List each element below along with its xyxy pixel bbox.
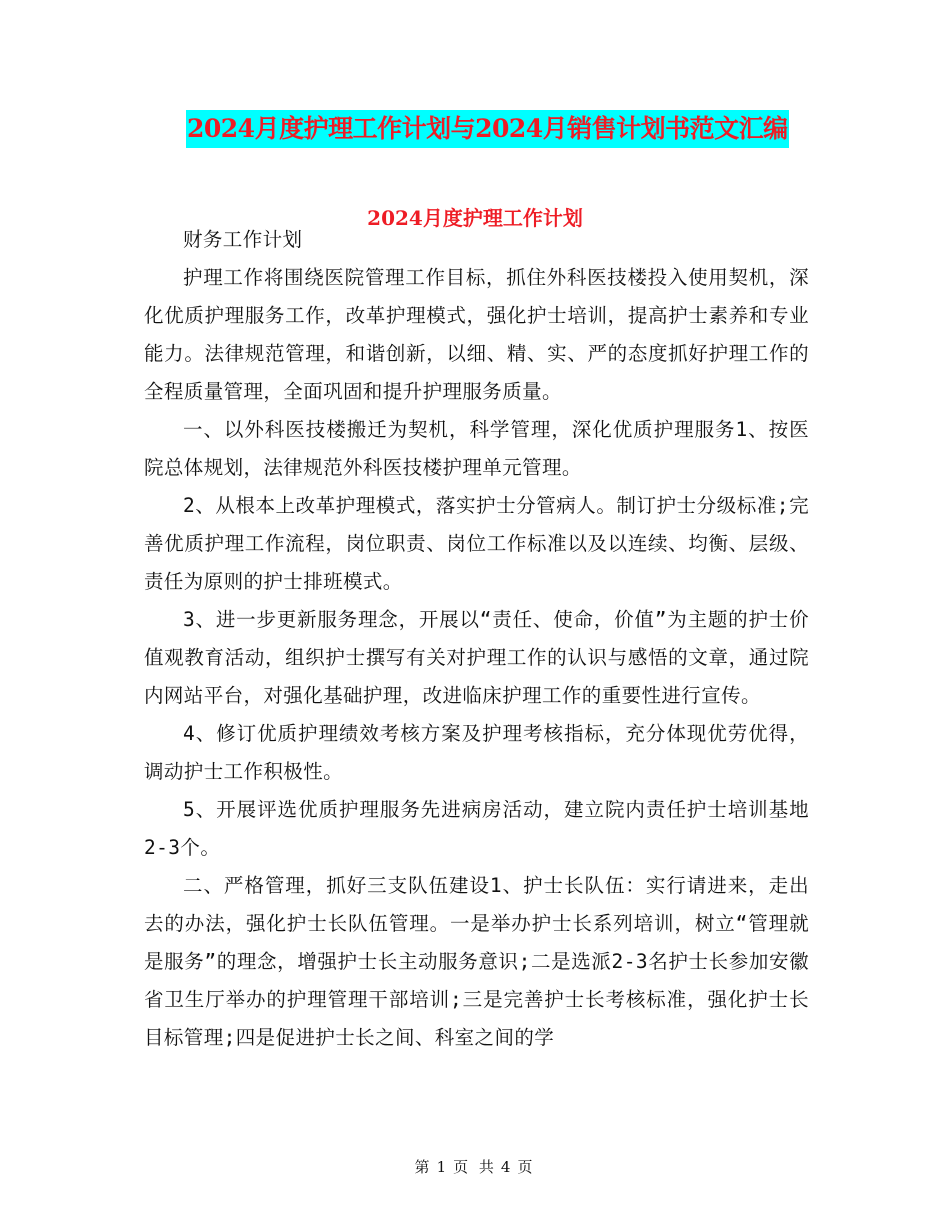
paragraph: 一、以外科医技楼搬迁为契机，科学管理，深化优质护理服务1、按医院总体规划，法律规范外科医技楼护理单元管理。	[144, 418, 809, 479]
document-body	[144, 221, 809, 1057]
footer-prefix: 第	[414, 1158, 433, 1176]
document-title: 2024月度护理工作计划与2024月销售计划书范文汇编	[186, 110, 789, 148]
paragraph: 护理工作将围绕医院管理工作目标，抓住外科医技楼投入使用契机，深化优质护理服务工作，改革护理模式，强化护士培训，提高护士素养和专业能力。法律规范管理，和谐创新，以细、精、实、严的态度抓好护理工作的全程质量管理，全面巩固和提升护理服务质量。	[144, 266, 809, 403]
paragraph: 5、开展评选优质护理服务先进病房活动，建立院内责任护士培训基地2-3个。	[144, 798, 809, 859]
page-footer	[0, 1156, 950, 1177]
paragraph: 4、修订优质护理绩效考核方案及护理考核指标，充分体现优劳优得，调动护士工作积极性。	[144, 722, 809, 783]
footer-mid: 页 共	[453, 1158, 497, 1176]
paragraph-heading: 财务工作计划	[183, 228, 303, 251]
paragraph: 3、进一步更新服务理念，开展以“责任、使命，价值”为主题的护士价值观教育活动，组织护士撰写有关对护理工作的认识与感悟的文章，通过院内网站平台，对强化基础护理，改进临床护理工作的重要性进行宣传。	[144, 608, 809, 707]
footer-total-pages: 4	[500, 1158, 514, 1176]
section-title: 2024月度护理工作计划	[367, 206, 583, 230]
paragraph: 2、从根本上改革护理模式，落实护士分管病人。制订护士分级标准;完善优质护理工作流程，岗位职责、岗位工作标准以及以连续、均衡、层级、责任为原则的护士排班模式。	[144, 494, 809, 593]
paragraph: 二、严格管理，抓好三支队伍建设1、护士长队伍：实行请进来，走出去的办法，强化护士长队伍管理。一是举办护士长系列培训，树立“管理就是服务”的理念，增强护士长主动服务意识;二是选派2-3名护士长参加安徽省卫生厅举办的护理管理干部培训;三是完善护士长考核标准，强化护士长目标管理;四是促进护士长之间、科室之间的学	[144, 874, 809, 1049]
footer-page-number: 1	[436, 1158, 450, 1176]
footer-suffix: 页	[517, 1158, 536, 1176]
